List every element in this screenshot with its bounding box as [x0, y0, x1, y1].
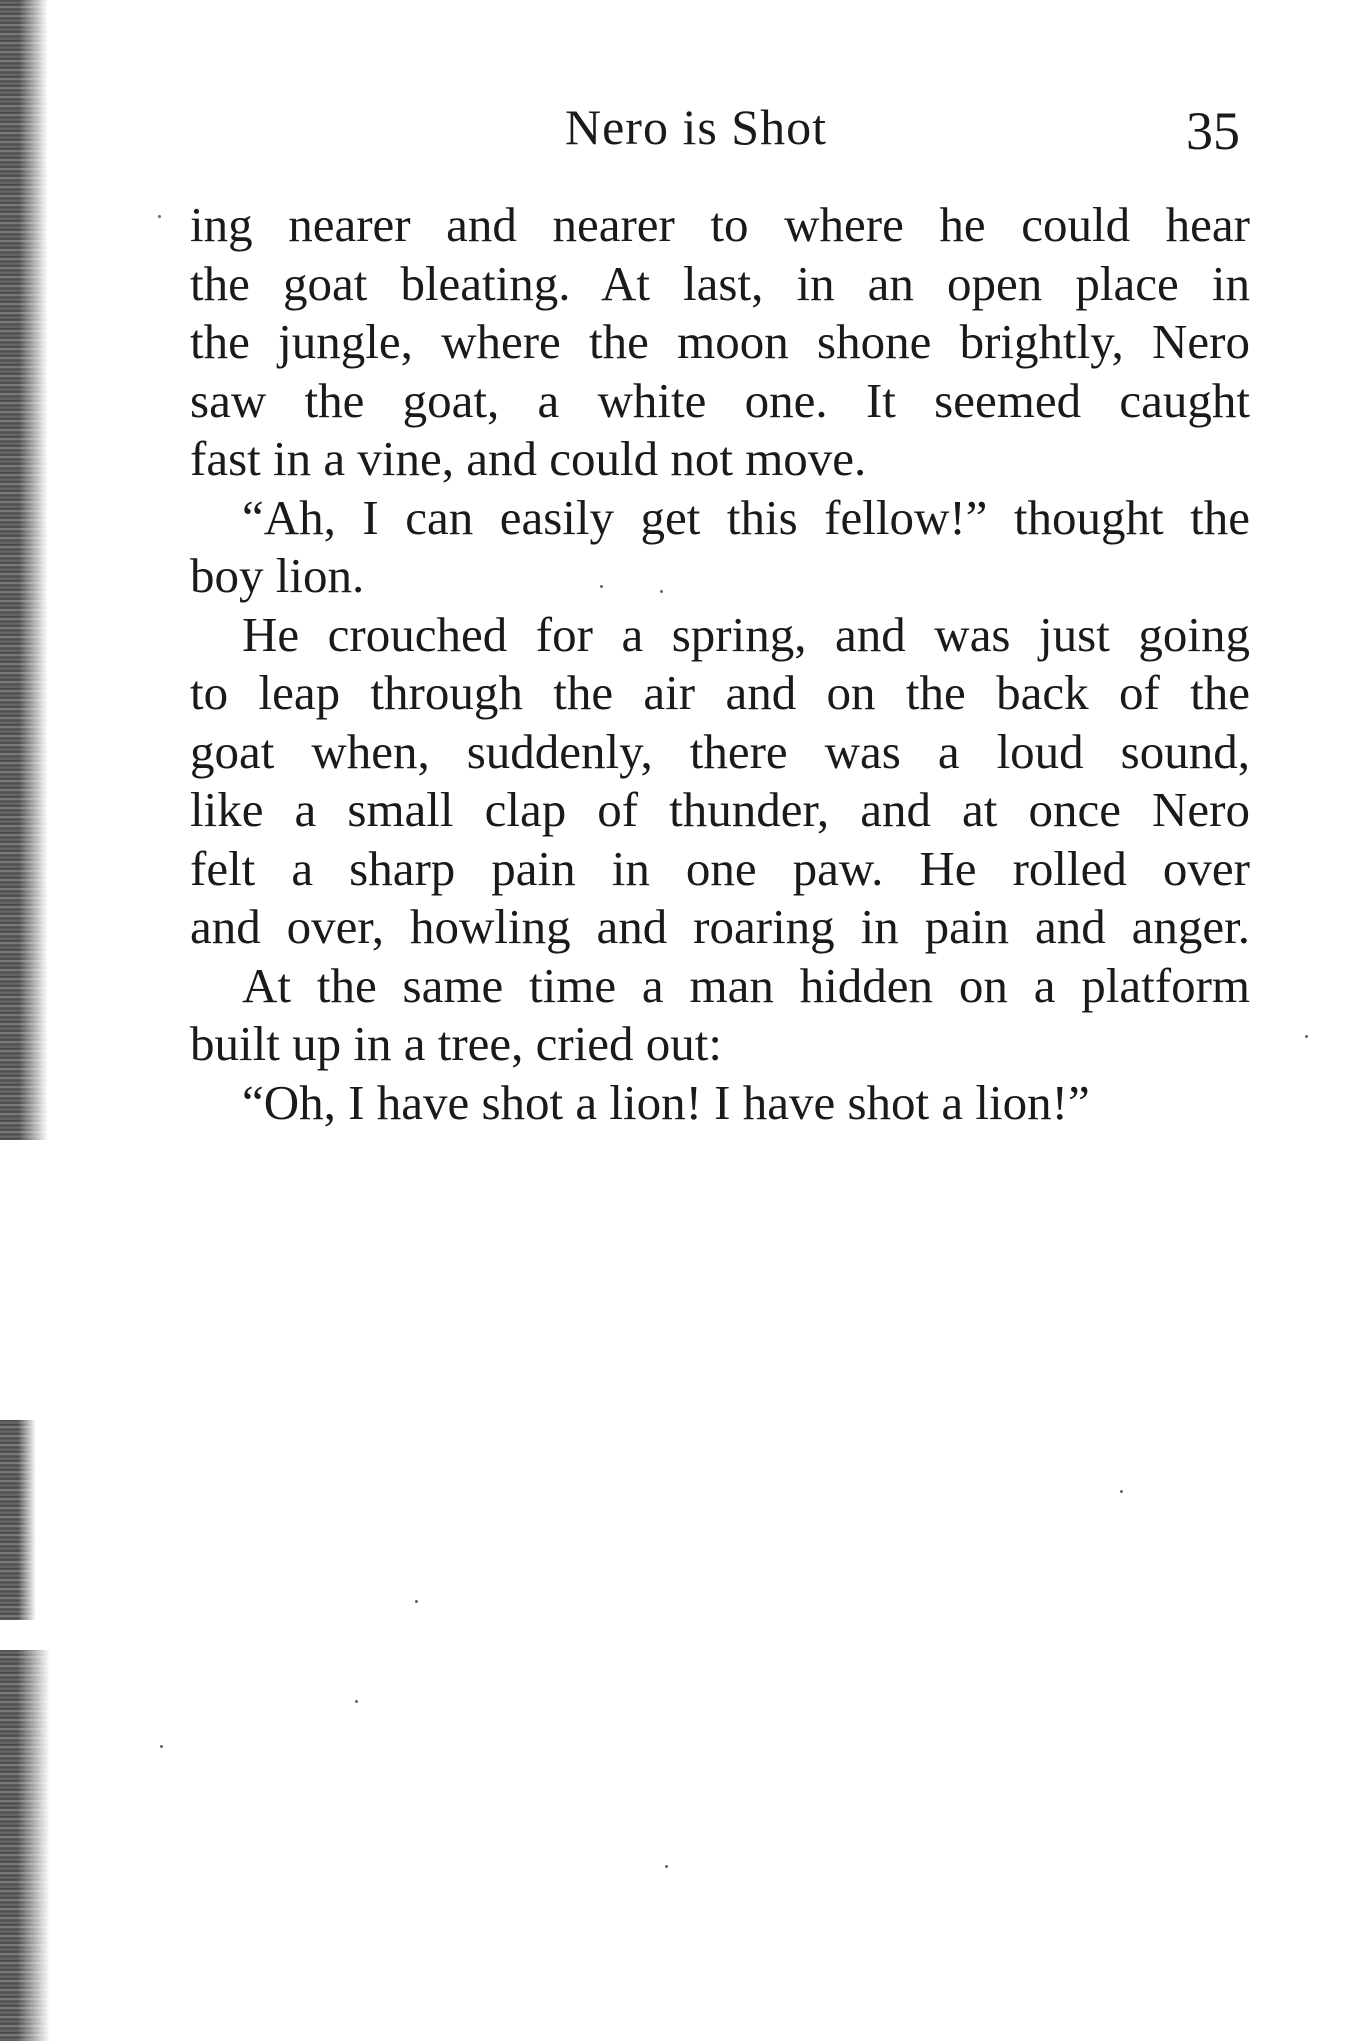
scan-speck: [415, 1600, 418, 1603]
scan-speck: [600, 585, 603, 588]
text-line: boy lion.: [190, 548, 365, 603]
text-line: ing nearer and nearer to where he could hear: [190, 197, 1250, 252]
text-line: goat when, suddenly, there was a loud sound,: [190, 723, 1250, 779]
scan-speck: [158, 215, 161, 218]
scan-edge-shadow-middle: [0, 1420, 36, 1620]
scan-speck: [160, 1745, 163, 1748]
text-line: like a small clap of thunder, and at once Nero: [190, 782, 1250, 837]
text-line: At the same time a man hidden on a platform: [242, 957, 1250, 1013]
chapter-title: Nero is Shot: [565, 99, 827, 155]
text-line: “Oh, I have shot a lion! I have shot a lion!”: [242, 1074, 1090, 1130]
text-line: “Ah, I can easily get this fellow!” thought the: [242, 489, 1250, 545]
text-line: built up in a tree, cried out:: [190, 1016, 723, 1071]
scan-speck: [355, 1700, 358, 1703]
text-line: to leap through the air and on the back of the: [190, 665, 1250, 720]
text-line: He crouched for a spring, and was just going: [242, 606, 1250, 662]
scan-speck: [1305, 1035, 1308, 1038]
text-line: and over, howling and roaring in pain and anger.: [190, 899, 1250, 954]
text-line: felt a sharp pain in one paw. He rolled over: [190, 840, 1250, 896]
scan-speck: [660, 590, 663, 593]
text-line: the goat bleating. At last, in an open place in: [190, 255, 1250, 311]
page-number: 35: [1186, 101, 1240, 161]
scan-speck: [1120, 1490, 1123, 1493]
scan-edge-shadow-top: [0, 0, 48, 1140]
scan-speck: [665, 1865, 668, 1868]
text-line: saw the goat, a white one. It seemed caught: [190, 372, 1250, 428]
text-line: fast in a vine, and could not move.: [190, 431, 867, 486]
scan-edge-shadow-bottom: [0, 1650, 50, 2041]
page-body: [190, 196, 1250, 1132]
running-header: [190, 98, 1260, 168]
text-line: the jungle, where the moon shone brightly, Nero: [190, 314, 1250, 369]
